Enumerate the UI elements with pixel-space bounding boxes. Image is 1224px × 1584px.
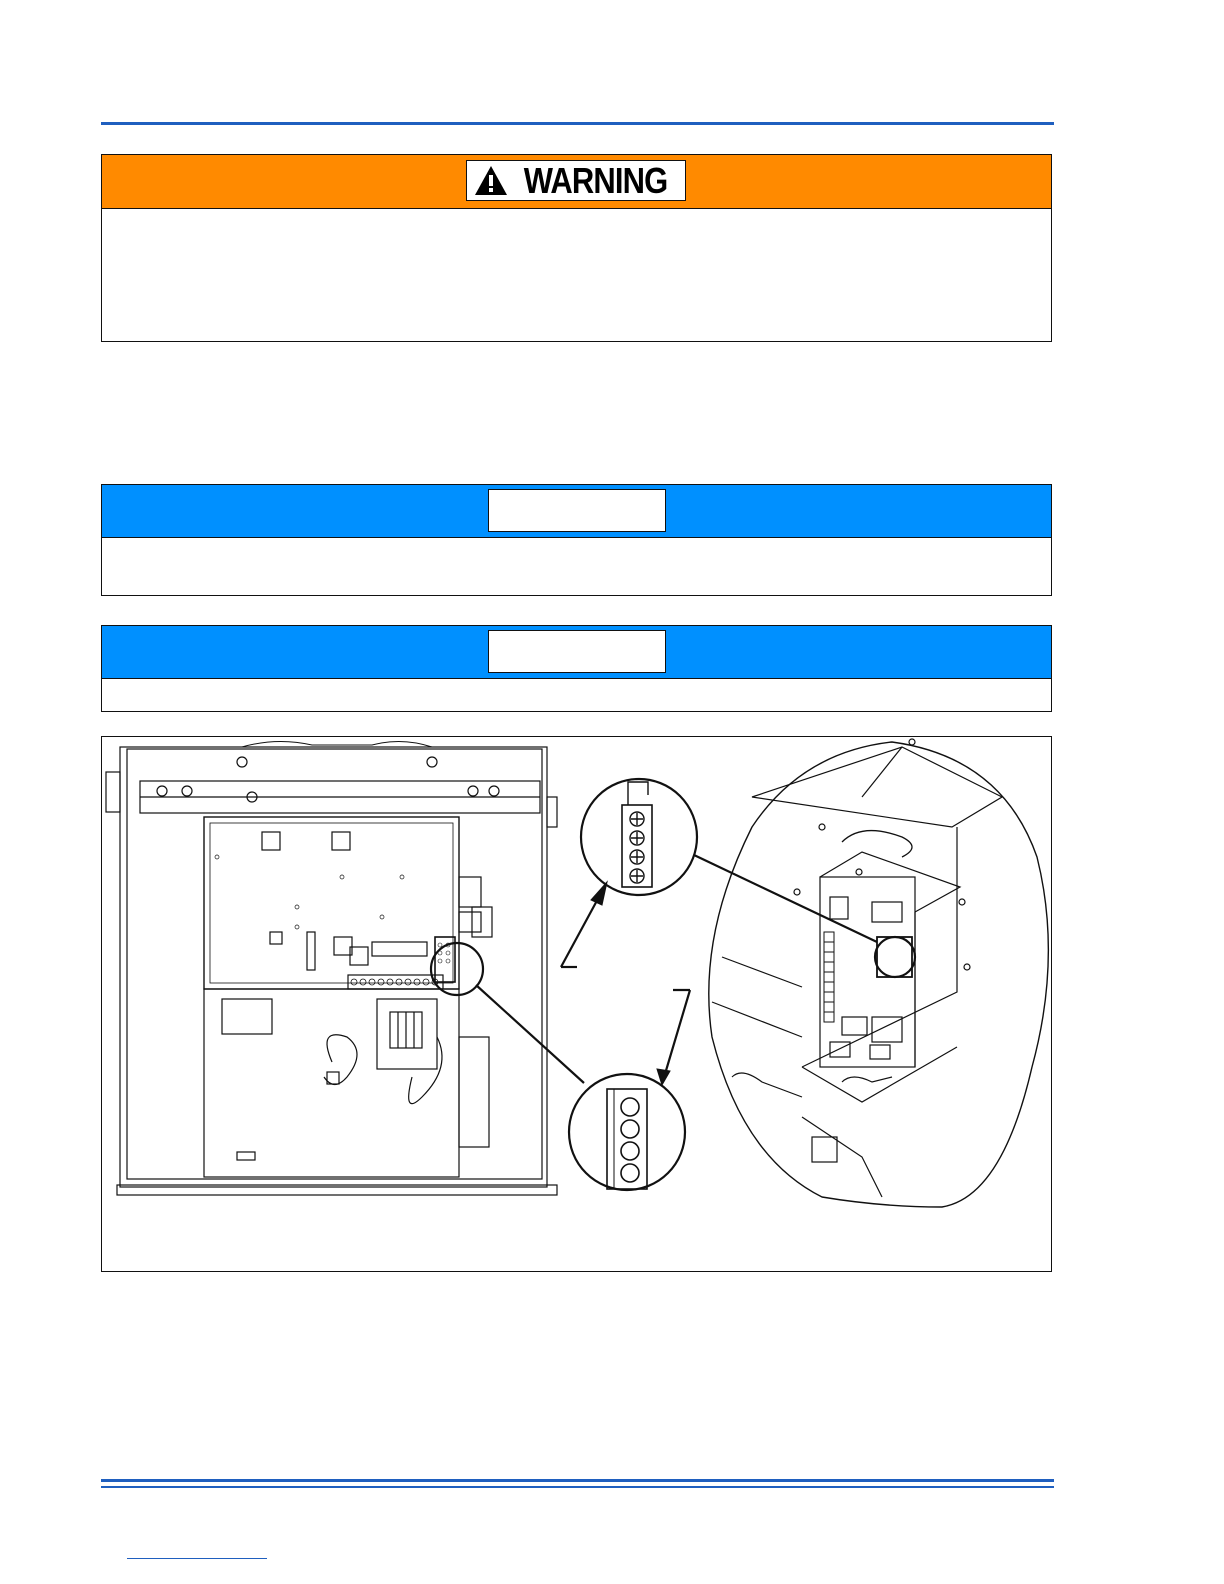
unit-perspective-view — [709, 739, 1049, 1207]
callout-line-upper — [694, 855, 877, 942]
callout-line-lower — [476, 985, 584, 1083]
footer-rule-1 — [101, 1479, 1054, 1482]
header-rule — [101, 122, 1054, 125]
control-board-illustration — [102, 737, 1051, 1271]
notice-badge-2 — [488, 630, 666, 673]
terminal-block-screws-detail — [581, 779, 697, 895]
notice-header-1 — [102, 485, 1051, 538]
notice-box-2 — [101, 625, 1052, 712]
warning-header — [102, 155, 1051, 209]
warning-box — [101, 154, 1052, 342]
callout-arrow-upper — [561, 895, 600, 967]
notice-badge-1 — [488, 489, 666, 532]
notice-header-2 — [102, 626, 1051, 679]
warning-label: WARNING — [523, 159, 667, 201]
warning-triangle-icon — [474, 165, 508, 196]
unit-top-view — [106, 741, 557, 1195]
warning-badge — [466, 160, 686, 201]
footer-rule-2 — [101, 1486, 1054, 1488]
footer-link-underline — [127, 1558, 267, 1559]
callout-arrow-lower — [665, 990, 690, 1074]
notice-box-1 — [101, 484, 1052, 596]
terminal-block-plug-detail — [569, 1074, 685, 1190]
figure-box — [101, 736, 1052, 1272]
